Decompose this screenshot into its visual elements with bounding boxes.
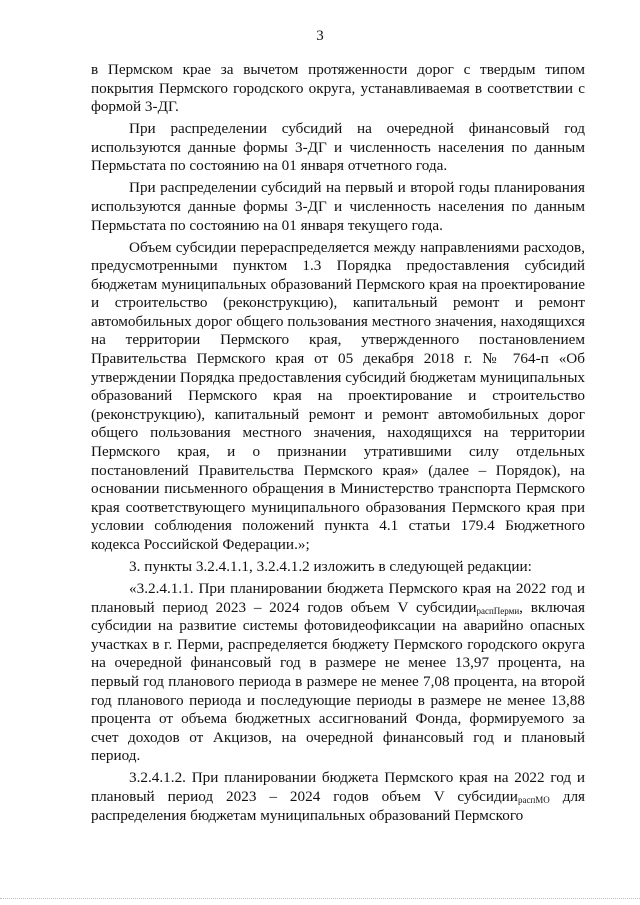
subscript-rasp-permi: распПерми: [476, 605, 520, 616]
paragraph-3-2-4-1-2: [91, 769, 585, 825]
paragraph-continuation: в Пермском крае за вычетом протяженности дорог с твердым типом покрытия Пермского городского округа, устанавливаемая в соответствии с формой 3-ДГ.: [91, 61, 585, 116]
paragraph-subsidy-redistribution: Объем субсидии перераспределяется между направлениями расходов, предусмотренными пунктом 1.3 Порядка предоставления субсидий бюджетам муниципальных образований Пермского края на проектирование и строительство (реконструкцию), капитальный ремонт и ремонт автомобильных дорог общего пользования местного значения, находящихся на территории Пермского края, утвержденного постановлением Правительства Пермского края от 05 декабря 2018 г. № 764-п «Об утверждении Порядка предоставления субсидий бюджетам муниципальных образований Пермского края на проектирование и строительство (реконструкцию), капитальный ремонт и ремонт автомобильных дорог общего пользования местного значения, находящихся на территории Пермского края, и о признании утратившими силу отдельных постановлений Правительства Пермского края» (далее – Порядок), на основании письменного обращения в Министерство транспорта Пермского края соответствующего муниципального образования Пермского края при условии соблюдения положений пункта 4.1 статьи 179.4 Бюджетного кодекса Российской Федерации.»;: [91, 238, 585, 554]
paragraph-3-2-4-1-2-text-start: 3.2.4.1.2. При планировании бюджета Пермского края на 2022 год и плановый период 2023 – 2024 годов объем V субсидии: [91, 769, 585, 805]
paragraph-3-2-4-1-1: [91, 580, 585, 766]
page-number: 3: [316, 28, 324, 44]
document-body: [91, 61, 585, 828]
paragraph-3-2-4-1-1-text-end: , включая субсидии на развитие системы фотовидеофиксации на аварийно опасных участках в г. Перми, распределяется бюджету Пермского городского округа на очередной финансовый год в размере не менее 13,97 процента, на первый год планового периода в размере не менее 7,08 процента, на второй год планового периода и последующие периоды в размере не менее 13,88 процента от объема бюджетных ассигнований Фонда, формируемого за счет доходов от Акцизов, на очередной финансовый год и плановый период.: [91, 598, 585, 765]
paragraph-amendment-item-3: 3. пункты 3.2.4.1.1, 3.2.4.1.2 изложить в следующей редакции:: [129, 558, 532, 575]
paragraph-planning-years-data: При распределении субсидий на первый и второй годы планирования используются данные формы 3-ДГ и численность населения по данным Пермьстата по состоянию на 01 января текущего года.: [91, 179, 585, 234]
paragraph-3-2-4-1-2-text-end: для распределения бюджетам муниципальных образований Пермского: [91, 787, 586, 824]
paragraph-3-2-4-1-1-text-start: «3.2.4.1.1. При планировании бюджета Пермского края на 2022 год и плановый период 2023 – 2024 годов объем V субсидии: [91, 579, 585, 616]
paragraph-current-year-data: При распределении субсидий на очередной финансовый год используются данные формы 3-ДГ и численность населения по данным Пермьстата по состоянию на 01 января отчетного года.: [91, 120, 585, 175]
subscript-rasp-mo: распМО: [517, 794, 550, 805]
page-bottom-edge: [0, 898, 640, 899]
